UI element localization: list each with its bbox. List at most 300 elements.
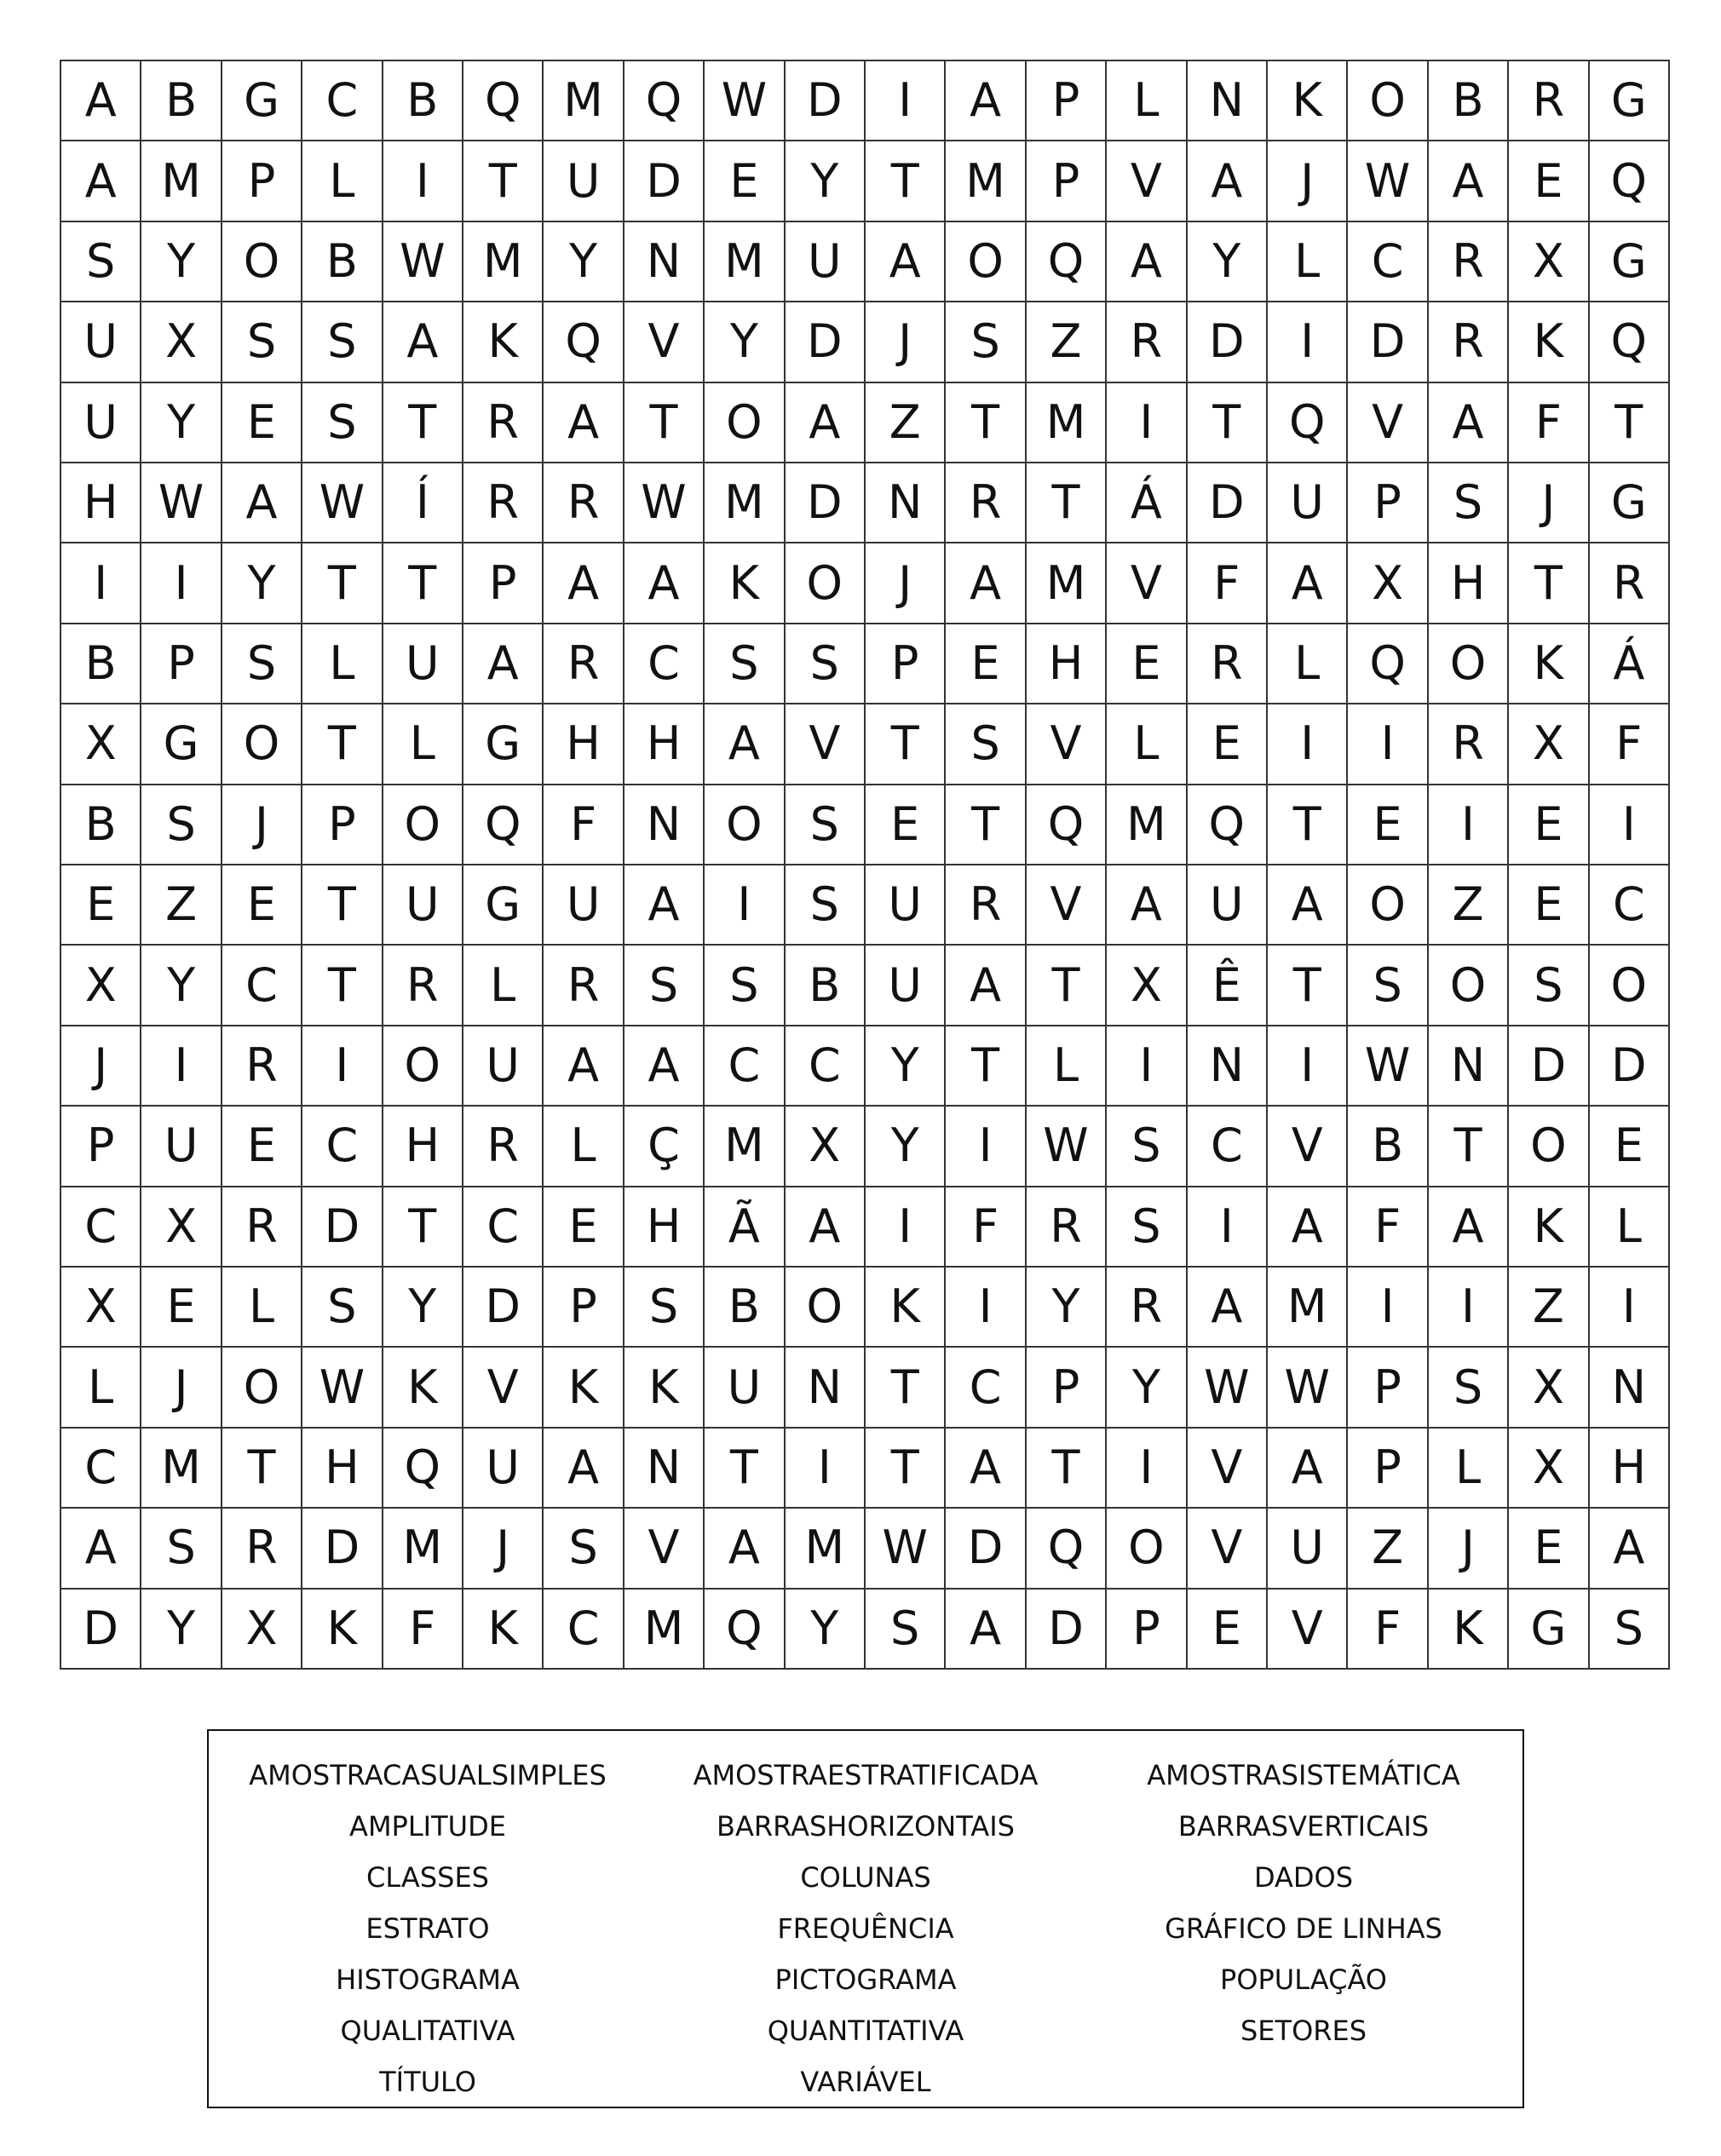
grid-cell[interactable]: S bbox=[222, 302, 302, 382]
grid-cell[interactable]: I bbox=[1590, 1268, 1670, 1348]
grid-cell[interactable]: N bbox=[1188, 61, 1268, 141]
grid-cell[interactable]: O bbox=[705, 383, 785, 463]
grid-cell[interactable]: K bbox=[1509, 624, 1589, 704]
grid-cell[interactable]: O bbox=[1590, 946, 1670, 1026]
grid-cell[interactable]: Ã bbox=[705, 1187, 785, 1268]
grid-cell[interactable]: D bbox=[1590, 1026, 1670, 1107]
grid-cell[interactable]: N bbox=[1429, 1026, 1509, 1107]
grid-cell[interactable]: S bbox=[544, 1509, 624, 1589]
grid-cell[interactable]: M bbox=[705, 222, 785, 302]
grid-cell[interactable]: Y bbox=[786, 1590, 866, 1670]
grid-cell[interactable]: J bbox=[61, 1026, 141, 1107]
grid-cell[interactable]: E bbox=[544, 1187, 624, 1268]
grid-cell[interactable]: V bbox=[1027, 704, 1107, 785]
grid-cell[interactable]: N bbox=[1188, 1026, 1268, 1107]
grid-cell[interactable]: Y bbox=[141, 1590, 222, 1670]
grid-cell[interactable]: F bbox=[1348, 1590, 1428, 1670]
grid-cell[interactable]: Q bbox=[1348, 624, 1428, 704]
grid-cell[interactable]: H bbox=[61, 463, 141, 543]
grid-cell[interactable]: T bbox=[1188, 383, 1268, 463]
grid-cell[interactable]: H bbox=[302, 1429, 383, 1509]
grid-cell[interactable]: F bbox=[946, 1187, 1026, 1268]
grid-cell[interactable]: A bbox=[544, 383, 624, 463]
grid-cell[interactable]: L bbox=[463, 946, 544, 1026]
grid-cell[interactable]: B bbox=[786, 946, 866, 1026]
grid-cell[interactable]: T bbox=[302, 543, 383, 624]
grid-cell[interactable]: X bbox=[1107, 946, 1187, 1026]
grid-cell[interactable]: M bbox=[141, 141, 222, 221]
grid-cell[interactable]: B bbox=[1429, 61, 1509, 141]
grid-cell[interactable]: D bbox=[1188, 302, 1268, 382]
grid-cell[interactable]: T bbox=[866, 1429, 946, 1509]
grid-cell[interactable]: V bbox=[1107, 141, 1187, 221]
grid-cell[interactable]: R bbox=[383, 946, 463, 1026]
grid-cell[interactable]: R bbox=[463, 383, 544, 463]
grid-cell[interactable]: A bbox=[1268, 865, 1348, 946]
grid-cell[interactable]: L bbox=[544, 1107, 624, 1187]
grid-cell[interactable]: V bbox=[786, 704, 866, 785]
grid-cell[interactable]: W bbox=[1027, 1107, 1107, 1187]
grid-cell[interactable]: S bbox=[705, 624, 785, 704]
grid-cell[interactable]: Y bbox=[222, 543, 302, 624]
grid-cell[interactable]: Q bbox=[1027, 222, 1107, 302]
grid-cell[interactable]: R bbox=[463, 463, 544, 543]
grid-cell[interactable]: Y bbox=[141, 383, 222, 463]
grid-cell[interactable]: N bbox=[1590, 1348, 1670, 1428]
grid-cell[interactable]: R bbox=[1429, 302, 1509, 382]
grid-cell[interactable]: O bbox=[1348, 61, 1428, 141]
grid-cell[interactable]: R bbox=[1429, 222, 1509, 302]
grid-cell[interactable]: G bbox=[222, 61, 302, 141]
grid-cell[interactable]: M bbox=[1107, 785, 1187, 865]
grid-cell[interactable]: S bbox=[786, 865, 866, 946]
grid-cell[interactable]: T bbox=[1027, 463, 1107, 543]
grid-cell[interactable]: M bbox=[1027, 383, 1107, 463]
grid-cell[interactable]: H bbox=[625, 704, 705, 785]
grid-cell[interactable]: A bbox=[1429, 141, 1509, 221]
grid-cell[interactable]: K bbox=[1268, 61, 1348, 141]
grid-cell[interactable]: A bbox=[544, 1429, 624, 1509]
grid-cell[interactable]: T bbox=[1429, 1107, 1509, 1187]
grid-cell[interactable]: Y bbox=[866, 1107, 946, 1187]
grid-cell[interactable]: Y bbox=[141, 222, 222, 302]
grid-cell[interactable]: J bbox=[1268, 141, 1348, 221]
grid-cell[interactable]: Z bbox=[1348, 1509, 1428, 1589]
grid-cell[interactable]: O bbox=[1348, 865, 1428, 946]
grid-cell[interactable]: B bbox=[1348, 1107, 1428, 1187]
grid-cell[interactable]: Y bbox=[866, 1026, 946, 1107]
grid-cell[interactable]: I bbox=[141, 543, 222, 624]
grid-cell[interactable]: B bbox=[302, 222, 383, 302]
grid-cell[interactable]: R bbox=[463, 1107, 544, 1187]
grid-cell[interactable]: S bbox=[705, 946, 785, 1026]
grid-cell[interactable]: Q bbox=[1027, 785, 1107, 865]
grid-cell[interactable]: Y bbox=[786, 141, 866, 221]
grid-cell[interactable]: G bbox=[1509, 1590, 1589, 1670]
grid-cell[interactable]: T bbox=[1027, 1429, 1107, 1509]
grid-cell[interactable]: U bbox=[463, 1026, 544, 1107]
grid-cell[interactable]: C bbox=[222, 946, 302, 1026]
grid-cell[interactable]: O bbox=[786, 543, 866, 624]
grid-cell[interactable]: T bbox=[1027, 946, 1107, 1026]
grid-cell[interactable]: S bbox=[61, 222, 141, 302]
grid-cell[interactable]: T bbox=[705, 1429, 785, 1509]
grid-cell[interactable]: X bbox=[61, 946, 141, 1026]
grid-cell[interactable]: H bbox=[1590, 1429, 1670, 1509]
grid-cell[interactable]: U bbox=[544, 141, 624, 221]
grid-cell[interactable]: M bbox=[544, 61, 624, 141]
grid-cell[interactable]: W bbox=[1188, 1348, 1268, 1428]
grid-cell[interactable]: N bbox=[625, 1429, 705, 1509]
grid-cell[interactable]: A bbox=[544, 543, 624, 624]
grid-cell[interactable]: S bbox=[1429, 463, 1509, 543]
grid-cell[interactable]: M bbox=[1268, 1268, 1348, 1348]
grid-cell[interactable]: A bbox=[383, 302, 463, 382]
grid-cell[interactable]: B bbox=[383, 61, 463, 141]
grid-cell[interactable]: I bbox=[1107, 1429, 1187, 1509]
grid-cell[interactable]: N bbox=[625, 222, 705, 302]
grid-cell[interactable]: M bbox=[141, 1429, 222, 1509]
grid-cell[interactable]: R bbox=[946, 463, 1026, 543]
grid-cell[interactable]: F bbox=[1348, 1187, 1428, 1268]
grid-cell[interactable]: D bbox=[625, 141, 705, 221]
grid-cell[interactable]: L bbox=[1107, 61, 1187, 141]
grid-cell[interactable]: Q bbox=[1268, 383, 1348, 463]
grid-cell[interactable]: A bbox=[625, 1026, 705, 1107]
grid-cell[interactable]: Z bbox=[866, 383, 946, 463]
grid-cell[interactable]: M bbox=[946, 141, 1026, 221]
grid-cell[interactable]: J bbox=[1509, 463, 1589, 543]
grid-cell[interactable]: R bbox=[1188, 624, 1268, 704]
grid-cell[interactable]: A bbox=[1429, 383, 1509, 463]
grid-cell[interactable]: A bbox=[946, 946, 1026, 1026]
grid-cell[interactable]: K bbox=[463, 302, 544, 382]
grid-cell[interactable]: O bbox=[222, 704, 302, 785]
grid-cell[interactable]: S bbox=[141, 1509, 222, 1589]
grid-cell[interactable]: I bbox=[302, 1026, 383, 1107]
grid-cell[interactable]: O bbox=[1429, 946, 1509, 1026]
grid-cell[interactable]: M bbox=[705, 1107, 785, 1187]
grid-cell[interactable]: F bbox=[544, 785, 624, 865]
grid-cell[interactable]: Y bbox=[141, 946, 222, 1026]
grid-cell[interactable]: P bbox=[1348, 1348, 1428, 1428]
grid-cell[interactable]: U bbox=[1268, 1509, 1348, 1589]
grid-cell[interactable]: F bbox=[1509, 383, 1589, 463]
grid-cell[interactable]: D bbox=[786, 302, 866, 382]
grid-cell[interactable]: C bbox=[1590, 865, 1670, 946]
grid-cell[interactable]: S bbox=[1107, 1187, 1187, 1268]
grid-cell[interactable]: S bbox=[946, 302, 1026, 382]
grid-cell[interactable]: R bbox=[1509, 61, 1589, 141]
grid-cell[interactable]: T bbox=[866, 141, 946, 221]
grid-cell[interactable]: U bbox=[383, 624, 463, 704]
grid-cell[interactable]: A bbox=[705, 704, 785, 785]
grid-cell[interactable]: Ç bbox=[625, 1107, 705, 1187]
grid-cell[interactable]: S bbox=[222, 624, 302, 704]
grid-cell[interactable]: Y bbox=[1027, 1268, 1107, 1348]
grid-cell[interactable]: M bbox=[463, 222, 544, 302]
grid-cell[interactable]: O bbox=[1107, 1509, 1187, 1589]
grid-cell[interactable]: R bbox=[1107, 302, 1187, 382]
grid-cell[interactable]: Y bbox=[705, 302, 785, 382]
grid-cell[interactable]: W bbox=[1348, 141, 1428, 221]
grid-cell[interactable]: I bbox=[705, 865, 785, 946]
grid-cell[interactable]: K bbox=[383, 1348, 463, 1428]
grid-cell[interactable]: I bbox=[1268, 1026, 1348, 1107]
grid-cell[interactable]: A bbox=[1590, 1509, 1670, 1589]
grid-cell[interactable]: H bbox=[1429, 543, 1509, 624]
grid-cell[interactable]: W bbox=[866, 1509, 946, 1589]
grid-cell[interactable]: A bbox=[625, 865, 705, 946]
grid-cell[interactable]: Z bbox=[1429, 865, 1509, 946]
grid-cell[interactable]: J bbox=[141, 1348, 222, 1428]
grid-cell[interactable]: I bbox=[1107, 383, 1187, 463]
grid-cell[interactable]: S bbox=[302, 302, 383, 382]
grid-cell[interactable]: V bbox=[1107, 543, 1187, 624]
grid-cell[interactable]: E bbox=[1188, 704, 1268, 785]
grid-cell[interactable]: A bbox=[946, 543, 1026, 624]
grid-cell[interactable]: C bbox=[61, 1429, 141, 1509]
grid-cell[interactable]: T bbox=[302, 946, 383, 1026]
grid-cell[interactable]: O bbox=[383, 785, 463, 865]
grid-cell[interactable]: A bbox=[946, 61, 1026, 141]
grid-cell[interactable]: S bbox=[302, 383, 383, 463]
grid-cell[interactable]: W bbox=[302, 463, 383, 543]
grid-cell[interactable]: R bbox=[544, 946, 624, 1026]
grid-cell[interactable]: T bbox=[1268, 946, 1348, 1026]
grid-cell[interactable]: Z bbox=[1509, 1268, 1589, 1348]
grid-cell[interactable]: R bbox=[946, 865, 1026, 946]
grid-cell[interactable]: S bbox=[625, 1268, 705, 1348]
grid-cell[interactable]: U bbox=[61, 302, 141, 382]
grid-cell[interactable]: V bbox=[1348, 383, 1428, 463]
grid-cell[interactable]: P bbox=[302, 785, 383, 865]
grid-cell[interactable]: Y bbox=[383, 1268, 463, 1348]
grid-cell[interactable]: Q bbox=[1590, 141, 1670, 221]
grid-cell[interactable]: H bbox=[383, 1107, 463, 1187]
grid-cell[interactable]: A bbox=[222, 463, 302, 543]
grid-cell[interactable]: C bbox=[463, 1187, 544, 1268]
grid-cell[interactable]: S bbox=[786, 624, 866, 704]
grid-cell[interactable]: Y bbox=[1107, 1348, 1187, 1428]
grid-cell[interactable]: G bbox=[141, 704, 222, 785]
grid-cell[interactable]: D bbox=[302, 1187, 383, 1268]
grid-cell[interactable]: L bbox=[383, 704, 463, 785]
grid-cell[interactable]: C bbox=[302, 1107, 383, 1187]
grid-cell[interactable]: Ê bbox=[1188, 946, 1268, 1026]
grid-cell[interactable]: X bbox=[141, 1187, 222, 1268]
grid-cell[interactable]: D bbox=[1509, 1026, 1589, 1107]
grid-cell[interactable]: B bbox=[141, 61, 222, 141]
grid-cell[interactable]: X bbox=[61, 1268, 141, 1348]
grid-cell[interactable]: I bbox=[61, 543, 141, 624]
grid-cell[interactable]: J bbox=[866, 302, 946, 382]
grid-cell[interactable]: C bbox=[625, 624, 705, 704]
grid-cell[interactable]: Z bbox=[1027, 302, 1107, 382]
grid-cell[interactable]: A bbox=[786, 383, 866, 463]
grid-cell[interactable]: S bbox=[1509, 946, 1589, 1026]
grid-cell[interactable]: O bbox=[383, 1026, 463, 1107]
grid-cell[interactable]: R bbox=[544, 624, 624, 704]
grid-cell[interactable]: E bbox=[1509, 785, 1589, 865]
grid-cell[interactable]: A bbox=[1429, 1187, 1509, 1268]
grid-cell[interactable]: Y bbox=[544, 222, 624, 302]
grid-cell[interactable]: P bbox=[544, 1268, 624, 1348]
grid-cell[interactable]: P bbox=[1107, 1590, 1187, 1670]
grid-cell[interactable]: E bbox=[222, 1107, 302, 1187]
grid-cell[interactable]: C bbox=[1348, 222, 1428, 302]
grid-cell[interactable]: V bbox=[1027, 865, 1107, 946]
grid-cell[interactable]: P bbox=[222, 141, 302, 221]
grid-cell[interactable]: G bbox=[463, 865, 544, 946]
grid-cell[interactable]: X bbox=[1509, 704, 1589, 785]
grid-cell[interactable]: P bbox=[1027, 61, 1107, 141]
grid-cell[interactable]: G bbox=[1590, 222, 1670, 302]
grid-cell[interactable]: B bbox=[61, 624, 141, 704]
grid-cell[interactable]: V bbox=[625, 302, 705, 382]
grid-cell[interactable]: G bbox=[463, 704, 544, 785]
grid-cell[interactable]: T bbox=[1509, 543, 1589, 624]
grid-cell[interactable]: T bbox=[866, 704, 946, 785]
grid-cell[interactable]: F bbox=[383, 1590, 463, 1670]
grid-cell[interactable]: T bbox=[222, 1429, 302, 1509]
grid-cell[interactable]: R bbox=[1027, 1187, 1107, 1268]
grid-cell[interactable]: I bbox=[1348, 704, 1428, 785]
grid-cell[interactable]: A bbox=[625, 543, 705, 624]
grid-cell[interactable]: T bbox=[383, 383, 463, 463]
grid-cell[interactable]: V bbox=[463, 1348, 544, 1428]
grid-cell[interactable]: X bbox=[786, 1107, 866, 1187]
grid-cell[interactable]: R bbox=[222, 1026, 302, 1107]
grid-cell[interactable]: U bbox=[61, 383, 141, 463]
grid-cell[interactable]: V bbox=[1268, 1590, 1348, 1670]
grid-cell[interactable]: O bbox=[222, 1348, 302, 1428]
grid-cell[interactable]: Q bbox=[1590, 302, 1670, 382]
grid-cell[interactable]: A bbox=[1268, 1429, 1348, 1509]
grid-cell[interactable]: V bbox=[1188, 1509, 1268, 1589]
grid-cell[interactable]: K bbox=[1509, 302, 1589, 382]
grid-cell[interactable]: L bbox=[1590, 1187, 1670, 1268]
grid-cell[interactable]: U bbox=[544, 865, 624, 946]
grid-cell[interactable]: Q bbox=[625, 61, 705, 141]
grid-cell[interactable]: E bbox=[1348, 785, 1428, 865]
grid-cell[interactable]: X bbox=[1509, 222, 1589, 302]
grid-cell[interactable]: S bbox=[946, 704, 1026, 785]
grid-cell[interactable]: I bbox=[1429, 1268, 1509, 1348]
grid-cell[interactable]: V bbox=[1188, 1429, 1268, 1509]
grid-cell[interactable]: H bbox=[1027, 624, 1107, 704]
grid-cell[interactable]: U bbox=[1188, 865, 1268, 946]
grid-cell[interactable]: D bbox=[1348, 302, 1428, 382]
grid-cell[interactable]: O bbox=[946, 222, 1026, 302]
grid-cell[interactable]: M bbox=[1027, 543, 1107, 624]
grid-cell[interactable]: P bbox=[1348, 463, 1428, 543]
grid-cell[interactable]: T bbox=[302, 865, 383, 946]
grid-cell[interactable]: F bbox=[1590, 704, 1670, 785]
grid-cell[interactable]: O bbox=[1429, 624, 1509, 704]
grid-cell[interactable]: U bbox=[705, 1348, 785, 1428]
grid-cell[interactable]: H bbox=[544, 704, 624, 785]
grid-cell[interactable]: U bbox=[463, 1429, 544, 1509]
grid-cell[interactable]: L bbox=[1268, 222, 1348, 302]
grid-cell[interactable]: K bbox=[302, 1590, 383, 1670]
grid-cell[interactable]: C bbox=[946, 1348, 1026, 1428]
grid-cell[interactable]: O bbox=[705, 785, 785, 865]
grid-cell[interactable]: Q bbox=[383, 1429, 463, 1509]
grid-cell[interactable]: T bbox=[383, 543, 463, 624]
grid-cell[interactable]: I bbox=[946, 1107, 1026, 1187]
grid-cell[interactable]: G bbox=[1590, 463, 1670, 543]
grid-cell[interactable]: M bbox=[625, 1590, 705, 1670]
grid-cell[interactable]: D bbox=[463, 1268, 544, 1348]
grid-cell[interactable]: P bbox=[141, 624, 222, 704]
grid-cell[interactable]: E bbox=[866, 785, 946, 865]
grid-cell[interactable]: T bbox=[866, 1348, 946, 1428]
grid-cell[interactable]: O bbox=[1509, 1107, 1589, 1187]
grid-cell[interactable]: A bbox=[705, 1509, 785, 1589]
grid-cell[interactable]: I bbox=[1429, 785, 1509, 865]
grid-cell[interactable]: S bbox=[141, 785, 222, 865]
grid-cell[interactable]: J bbox=[463, 1509, 544, 1589]
grid-cell[interactable]: S bbox=[866, 1590, 946, 1670]
grid-cell[interactable]: T bbox=[946, 785, 1026, 865]
grid-cell[interactable]: L bbox=[1107, 704, 1187, 785]
grid-cell[interactable]: Q bbox=[1188, 785, 1268, 865]
grid-cell[interactable]: T bbox=[946, 383, 1026, 463]
grid-cell[interactable]: K bbox=[463, 1590, 544, 1670]
grid-cell[interactable]: B bbox=[705, 1268, 785, 1348]
grid-cell[interactable]: L bbox=[61, 1348, 141, 1428]
grid-cell[interactable]: P bbox=[1027, 141, 1107, 221]
grid-cell[interactable]: C bbox=[544, 1590, 624, 1670]
grid-cell[interactable]: I bbox=[1590, 785, 1670, 865]
grid-cell[interactable]: D bbox=[946, 1509, 1026, 1589]
grid-cell[interactable]: U bbox=[866, 865, 946, 946]
grid-cell[interactable]: E bbox=[1509, 141, 1589, 221]
grid-cell[interactable]: W bbox=[1268, 1348, 1348, 1428]
grid-cell[interactable]: A bbox=[1188, 141, 1268, 221]
grid-cell[interactable]: U bbox=[786, 222, 866, 302]
grid-cell[interactable]: I bbox=[1348, 1268, 1428, 1348]
grid-cell[interactable]: E bbox=[61, 865, 141, 946]
grid-cell[interactable]: W bbox=[705, 61, 785, 141]
grid-cell[interactable]: I bbox=[1268, 302, 1348, 382]
grid-cell[interactable]: V bbox=[1268, 1107, 1348, 1187]
grid-cell[interactable]: X bbox=[1348, 543, 1428, 624]
grid-cell[interactable]: N bbox=[786, 1348, 866, 1428]
grid-cell[interactable]: F bbox=[1188, 543, 1268, 624]
grid-cell[interactable]: Q bbox=[463, 61, 544, 141]
grid-cell[interactable]: X bbox=[1509, 1429, 1589, 1509]
grid-cell[interactable]: Z bbox=[141, 865, 222, 946]
grid-cell[interactable]: E bbox=[1107, 624, 1187, 704]
grid-cell[interactable]: S bbox=[1429, 1348, 1509, 1428]
grid-cell[interactable]: U bbox=[383, 865, 463, 946]
grid-cell[interactable]: U bbox=[1268, 463, 1348, 543]
grid-cell[interactable]: E bbox=[946, 624, 1026, 704]
grid-cell[interactable]: C bbox=[302, 61, 383, 141]
grid-cell[interactable]: B bbox=[61, 785, 141, 865]
grid-cell[interactable]: T bbox=[302, 704, 383, 785]
grid-cell[interactable]: W bbox=[625, 463, 705, 543]
grid-cell[interactable]: T bbox=[463, 141, 544, 221]
grid-cell[interactable]: S bbox=[786, 785, 866, 865]
grid-cell[interactable]: J bbox=[866, 543, 946, 624]
grid-cell[interactable]: I bbox=[1268, 704, 1348, 785]
grid-cell[interactable]: A bbox=[61, 141, 141, 221]
grid-cell[interactable]: R bbox=[544, 463, 624, 543]
grid-cell[interactable]: T bbox=[383, 1187, 463, 1268]
